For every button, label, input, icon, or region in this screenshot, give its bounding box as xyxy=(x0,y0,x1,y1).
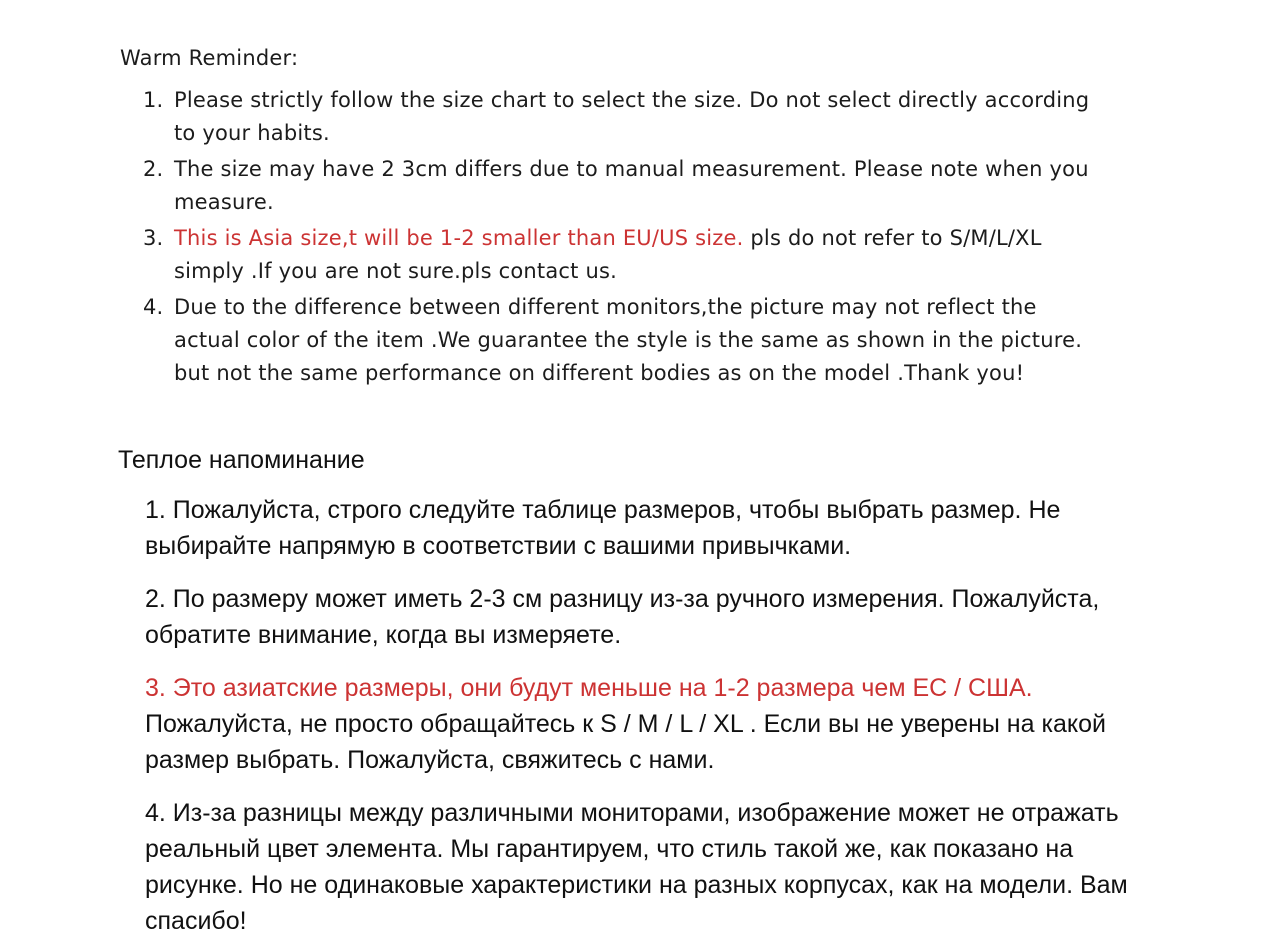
reminder-item-en-2 xyxy=(143,153,1280,219)
reminder-item-en-4 xyxy=(143,291,1280,390)
russian-section xyxy=(118,442,1280,939)
asia-size-warning-en: This is Asia size,t will be 1-2 smaller than EU/US size. xyxy=(174,226,744,250)
item-number: 1. xyxy=(143,88,164,112)
reminder-item-en-1 xyxy=(143,84,1280,150)
english-title: Warm Reminder: xyxy=(120,46,299,70)
reminder-item-ru-2: 2. По размеру может иметь 2-3 см разницу из-за ручного измерения. Пожалуйста, обратите внимание, когда вы измеряете. xyxy=(145,585,1100,649)
item-text: The size may have 2 3cm differs due to manual measurement. Please note when you measure. xyxy=(174,157,1089,214)
reminder-item-ru-3 xyxy=(145,670,1175,778)
asia-size-warning-ru: 3. Это азиатские размеры, они будут меньше на 1-2 размера чем ЕС / США. xyxy=(145,674,1033,702)
item-text-rest: pls do not refer to S/M/L/XL simply .If you are not sure.pls contact us. xyxy=(174,226,1042,283)
item-text: Please strictly follow the size chart to select the size. Do not select directly according to your habits. xyxy=(174,88,1090,145)
reminder-item-en-3 xyxy=(143,222,1280,288)
item-text: Due to the difference between different monitors,the picture may not reflect the actual color of the item .We guarantee the style is the same as shown in the picture. but not the same performance on different bodies as on the model .Thank you! xyxy=(174,295,1083,385)
item-text xyxy=(174,222,1094,288)
item-number: 2. xyxy=(143,157,164,181)
reminder-item-ru-1: 1. Пожалуйста, строго следуйте таблице размеров, чтобы выбрать размер. Не выбирайте напрямую в соответствии с вашими привычками. xyxy=(145,496,1061,560)
item-text-rest: Пожалуйста, не просто обращайтесь к S / M / L / XL . Если вы не уверены на какой размер выбрать. Пожалуйста, свяжитесь с нами. xyxy=(145,710,1106,774)
reminder-item-ru-4: 4. Из-за разницы между различными мониторами, изображение может не отражать реальный цвет элемента. Мы гарантируем, что стиль такой же, как показано на рисунке. Но не одинаковые характеристики на разных корпусах, как на модели. Вам спасибо! xyxy=(145,799,1128,935)
item-number: 3. xyxy=(143,226,164,250)
item-number: 4. xyxy=(143,295,164,319)
russian-title: Теплое напоминание xyxy=(118,446,365,474)
english-section xyxy=(118,42,1280,390)
